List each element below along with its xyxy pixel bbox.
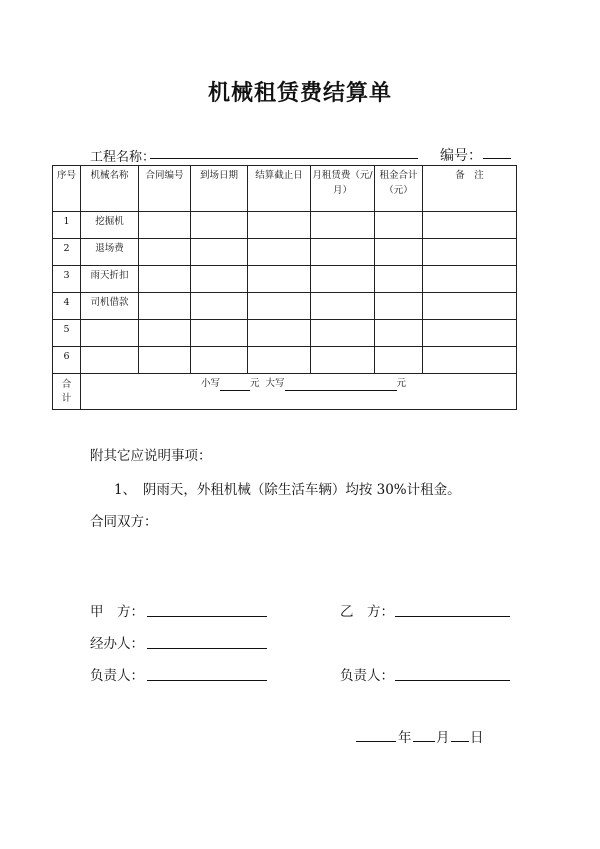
cell[interactable] xyxy=(248,293,311,320)
note-item-1: 1、 阴雨天，外租机械（除生活车辆）均按 30%计租金。 xyxy=(114,482,461,498)
cell[interactable] xyxy=(248,347,311,374)
row-machine: 挖掘机 xyxy=(81,212,139,239)
handler-line[interactable] xyxy=(147,648,267,649)
cell[interactable] xyxy=(139,239,191,266)
cell[interactable] xyxy=(375,320,423,347)
cell[interactable] xyxy=(375,239,423,266)
total-label-text: 合计 xyxy=(61,378,72,404)
cell[interactable] xyxy=(311,293,375,320)
big-amount-label: 大写 xyxy=(265,378,285,389)
party-b-label: 乙 方： xyxy=(340,604,394,620)
year-label: 年 xyxy=(398,730,412,746)
responsible-a-line[interactable] xyxy=(147,680,267,681)
cell[interactable] xyxy=(311,347,375,374)
cell[interactable] xyxy=(248,239,311,266)
table-row xyxy=(53,293,517,320)
year-line[interactable] xyxy=(356,741,396,742)
day-line[interactable] xyxy=(451,741,469,742)
table-row xyxy=(53,266,517,293)
cell[interactable] xyxy=(423,266,517,293)
yuan-label-2: 元 xyxy=(396,378,407,389)
cell[interactable] xyxy=(423,212,517,239)
yuan-label-1: 元 xyxy=(250,378,260,389)
document-title: 机械租赁费结算单 xyxy=(207,80,392,106)
cell[interactable] xyxy=(423,320,517,347)
col-header-monthly-rent: 月租赁费（元/月） xyxy=(311,166,375,212)
cell[interactable] xyxy=(248,266,311,293)
cell[interactable] xyxy=(191,239,248,266)
responsible-a-label: 负责人： xyxy=(90,668,144,684)
cell[interactable] xyxy=(311,266,375,293)
settlement-table xyxy=(52,165,517,410)
cell[interactable] xyxy=(248,320,311,347)
row-machine: 退场费 xyxy=(81,239,139,266)
row-no: 4 xyxy=(53,293,81,320)
cell[interactable] xyxy=(423,347,517,374)
cell[interactable] xyxy=(311,239,375,266)
cell[interactable] xyxy=(139,320,191,347)
cell[interactable] xyxy=(248,212,311,239)
col-header-rent-total: 租金合计（元） xyxy=(375,166,423,212)
number-label: 编号： xyxy=(440,148,482,164)
col-header-no: 序号 xyxy=(53,166,81,212)
small-amount-line[interactable] xyxy=(220,379,250,391)
cell[interactable] xyxy=(139,347,191,374)
responsible-b-line[interactable] xyxy=(395,680,510,681)
row-machine[interactable] xyxy=(81,320,139,347)
cell[interactable] xyxy=(311,320,375,347)
table-row xyxy=(53,320,517,347)
row-no: 1 xyxy=(53,212,81,239)
day-label: 日 xyxy=(470,730,484,746)
project-name-label: 工程名称： xyxy=(90,150,156,165)
cell[interactable] xyxy=(191,347,248,374)
row-machine[interactable] xyxy=(81,347,139,374)
table-row xyxy=(53,212,517,239)
big-amount-line[interactable] xyxy=(285,379,397,391)
party-a-label: 甲 方： xyxy=(90,604,144,620)
col-header-cutoff-date: 结算截止日 xyxy=(248,166,311,212)
table-header-row xyxy=(53,166,517,212)
cell[interactable] xyxy=(191,212,248,239)
cell[interactable] xyxy=(311,212,375,239)
cell[interactable] xyxy=(423,293,517,320)
responsible-b-label: 负责人： xyxy=(340,668,394,684)
notes-heading: 附其它应说明事项： xyxy=(90,448,212,464)
cell[interactable] xyxy=(191,320,248,347)
row-no: 6 xyxy=(53,347,81,374)
cell[interactable] xyxy=(191,293,248,320)
cell[interactable] xyxy=(139,212,191,239)
cell[interactable] xyxy=(375,212,423,239)
cell[interactable] xyxy=(139,293,191,320)
col-header-machine: 机械名称 xyxy=(81,166,139,212)
total-row xyxy=(53,374,517,410)
number-line[interactable] xyxy=(483,158,511,159)
cell[interactable] xyxy=(423,239,517,266)
row-no: 5 xyxy=(53,320,81,347)
cell[interactable] xyxy=(191,266,248,293)
col-header-remarks: 备 注 xyxy=(423,166,517,212)
month-label: 月 xyxy=(436,730,450,746)
project-name-line[interactable] xyxy=(150,158,418,159)
handler-label: 经办人： xyxy=(90,636,144,652)
row-no: 2 xyxy=(53,239,81,266)
cell[interactable] xyxy=(375,293,423,320)
row-machine: 司机借款 xyxy=(81,293,139,320)
small-amount-label: 小写 xyxy=(201,378,221,389)
row-no: 3 xyxy=(53,266,81,293)
cell[interactable] xyxy=(375,266,423,293)
total-label xyxy=(53,374,81,410)
col-header-arrival-date: 到场日期 xyxy=(191,166,248,212)
cell[interactable] xyxy=(375,347,423,374)
month-line[interactable] xyxy=(413,741,435,742)
cell[interactable] xyxy=(139,266,191,293)
party-a-line[interactable] xyxy=(147,616,267,617)
table-row xyxy=(53,239,517,266)
col-header-contract-no: 合同编号 xyxy=(139,166,191,212)
party-b-line[interactable] xyxy=(395,616,510,617)
row-machine: 雨天折扣 xyxy=(81,266,139,293)
contract-parties-label: 合同双方： xyxy=(90,514,158,530)
total-amount-cell xyxy=(81,374,517,410)
table-row xyxy=(53,347,517,374)
